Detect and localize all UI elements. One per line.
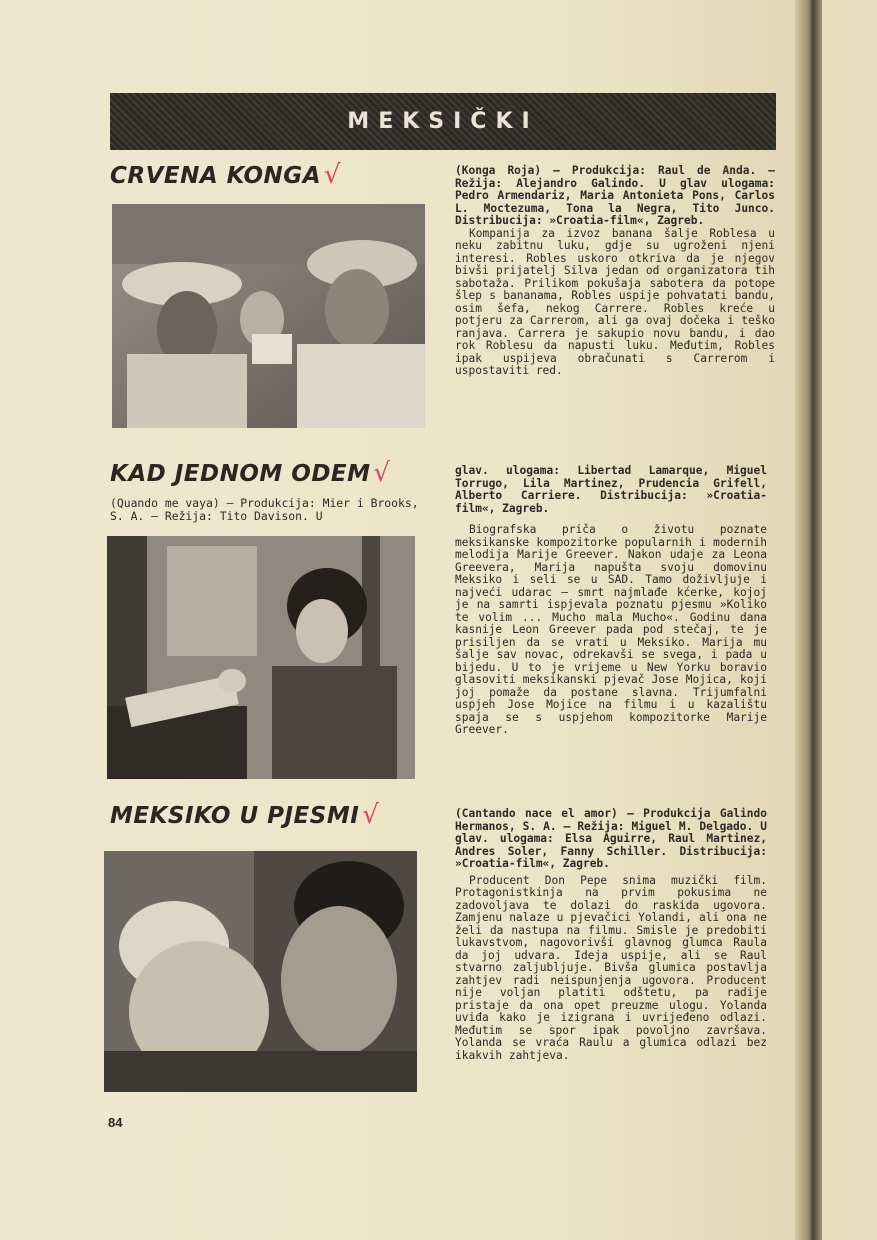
film-title-text: KAD JEDNOM ODEM: [110, 461, 371, 487]
check-mark: √: [362, 800, 380, 830]
credits-paragraph: (Konga Roja) — Produkcija: Raul de Anda. — Režija: Alejandro Galindo. U glav ulogama: Pedro Armendariz, Maria Antonieta Pons, Carlos L. Moctezuma, Tona la Negra, Tito Junco. Distribucija: »Croatia-film«, Zagreb.: [455, 164, 775, 227]
book-gutter: [795, 0, 825, 1240]
film-title-crvena-konga: [110, 160, 341, 190]
credits-paragraph: (Cantando nace el amor) — Produkcija Galindo Hermanos, S. A. — Režija: Miguel M. Delgado. U glav. ulogama: Elsa Aguirre, Raul Martinez, Andres Soler, Fanny Schiller. Distribucija: »Croatia-film«, Zagreb.: [455, 807, 767, 870]
check-mark: √: [324, 160, 342, 190]
credits-paragraph: glav. ulogama: Libertad Lamarque, Miguel Torrugo, Lila Martinez, Prudencia Grifell, Alberto Carriere. Distribucija: »Croatia-film«, Zagreb.: [455, 464, 767, 515]
photo-kad-jednom-odem: [107, 536, 415, 779]
check-mark: √: [373, 458, 391, 488]
film-title-kad-jednom-odem: [110, 458, 391, 488]
synopsis-paragraph: Kompanija za izvoz banana šalje Roblesa u neku zabitnu luku, gdje su ugroženi njeni interesi. Robles uskoro otkriva da je njegov bivši prijatelj Silva jedan od organizatora tih sabotaža. Prilikom pokušaja sabotera da potope šlep s bananama, Robles uspije pohvatati bandu, osim šefa, nekog Carrere. Robles kreće u potjeru za Carrerom, ali ga ovaj dočeka i teško ranjava. Carrera je sakupio novu bandu, i dao rok Roblesu da napusti luku. Međutim, Robles ipak uspijeva obračunati s Carrerom i uspostaviti red.: [455, 226, 775, 377]
synopsis-paragraph: Biografska priča o životu poznate meksikanske kompozitorke popularnih i modernih melodija Marije Greever. Nakon udaje za Leona Greevera, Marija napušta svoju domovinu Meksiko i seli se u SAD. Tamo doživljuje i najveći udarac — smrt najmlađe kćerke, kojoj je na samrti ispjevala poznatu pjesmu »Koliko te volim ... Mucho mala Mucho«. Godinu dana kasnije Leon Greever pada pod stečaj, te je prisiljen da se vrati u Meksiko. Marija mu šalje sav novac, odrekavši se svega, i pada u bijedu. U to je vrijeme u New Yorku boravio glasoviti meksikanski pjevač Jose Mojica, koji joj pomaže da postane slavna. Trijumfalni uspjeh Jose Mojice na filmu i u kazalištu spaja se s uspjehom kompozitorke Marije Greever.: [455, 523, 767, 736]
next-page-edge: [822, 0, 877, 1240]
text-crvena-konga: [455, 165, 775, 378]
film-title-text: CRVENA KONGA: [110, 163, 321, 189]
photo-meksiko-u-pjesmi: [104, 851, 417, 1092]
section-title: MEKSIČKI: [347, 109, 539, 134]
credits-left-kad-jednom-odem: (Quando me vaya) — Produkcija: Mier i Brooks, S. A. — Režija: Tito Davison. U: [110, 496, 419, 523]
film-title-meksiko-u-pjesmi: [110, 800, 379, 830]
synopsis-paragraph: Producent Don Pepe snima muzički film. Protagonistkinja na prvim pokusima ne zadovoljava te dolazi do raskida ugovora. Zamjenu nalaze u pjevačici Yolandi, ali ona ne želi da nastupa na filmu. Smisle je predobiti lukavstvom, nagovorivši glavnog glumca Raula da joj udvara. Ideja uspije, ali se Raul stvarno zaljubljuje. Bivša glumica postavlja zahtjev radi neispunjenja ugovora. Producent nije voljan platiti odštetu, pa radije pristaje da ona opet preuzme ulogu. Yolanda uviđa kako je izigrana i uvrijeđeno odlazi. Međutim se spor ipak povoljno završava. Yolanda se vraća Raulu a glumica odlazi bez ikakvih zahtjeva.: [455, 873, 767, 1062]
text-kad-jednom-odem: [455, 465, 767, 737]
page-number: 84: [108, 1115, 123, 1130]
section-banner: [110, 93, 776, 150]
film-title-text: MEKSIKO U PJESMI: [110, 803, 360, 829]
text-meksiko-u-pjesmi: [455, 808, 767, 1062]
photo-crvena-konga: [112, 204, 425, 428]
